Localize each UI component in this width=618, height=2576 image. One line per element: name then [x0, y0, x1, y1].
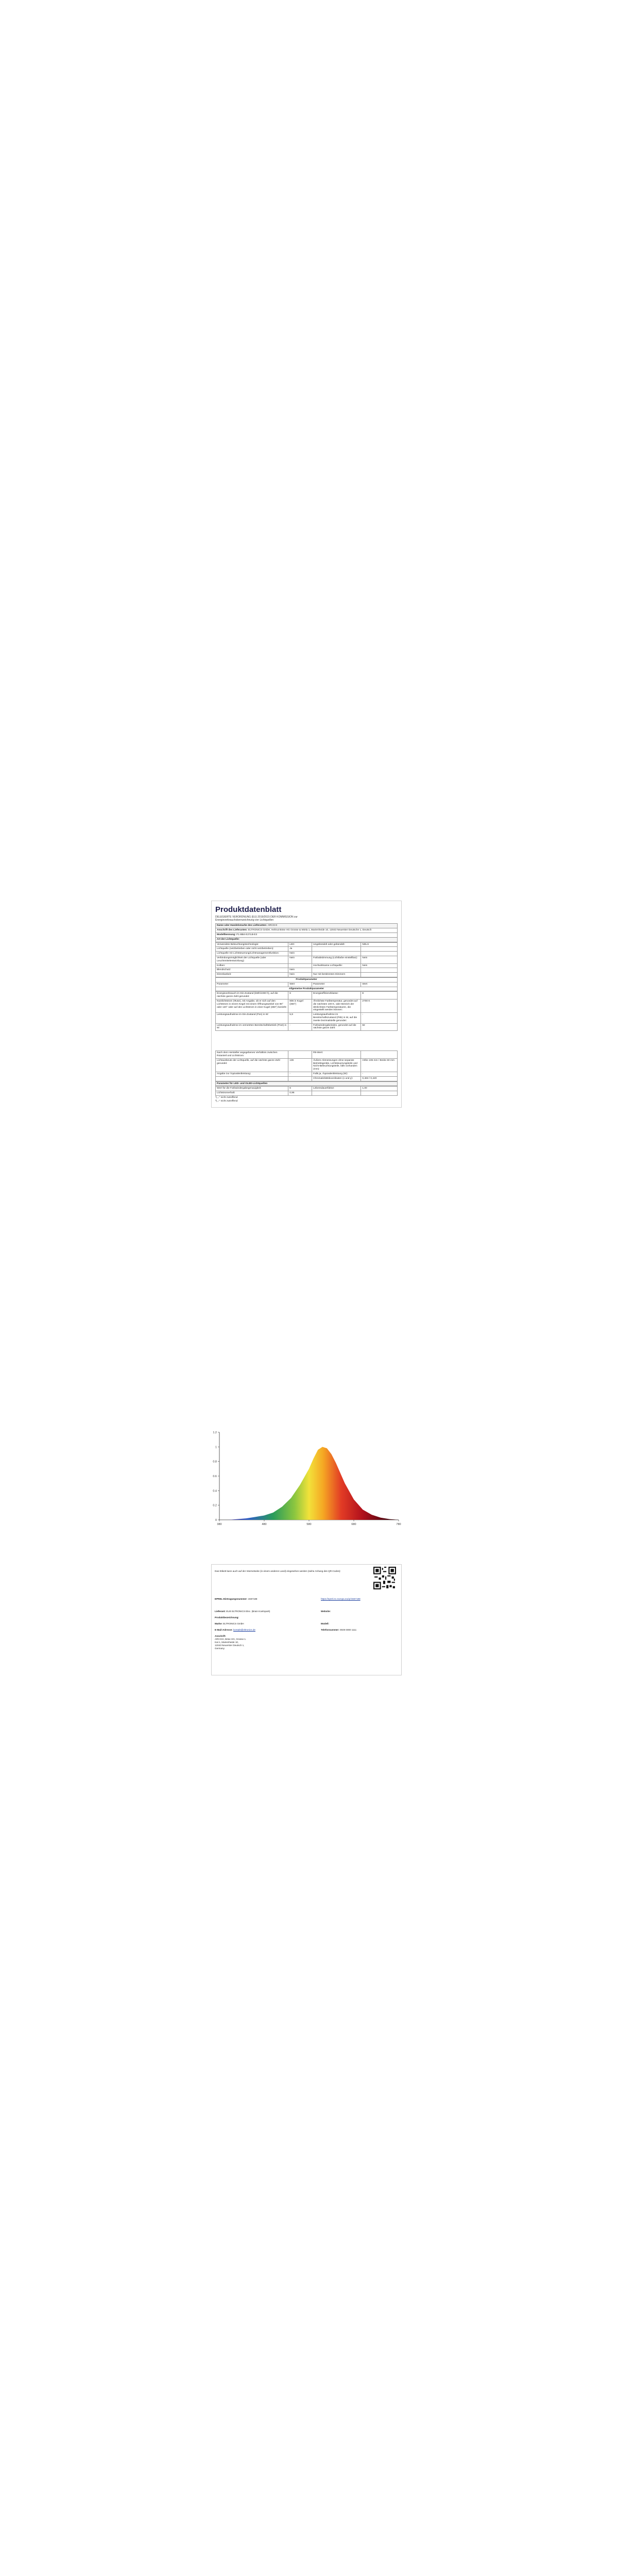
table-cell: Blendschutz: [216, 968, 288, 973]
general-params-label: Allgemeine Produktparameter [216, 987, 398, 991]
table-row [216, 1076, 398, 1081]
table-cell: NDLS [361, 942, 398, 947]
anschrift-line-2: Kat 1, Marienheide 10, [215, 1641, 239, 1643]
table-cell: Nein [361, 956, 398, 963]
table-cell [312, 1091, 361, 1096]
table-cell: Nein [288, 956, 312, 963]
spectrum-area [219, 1447, 399, 1520]
table-cell: Lichtquelle mit Lichtsteuerung/Lichtmanagementfunktion: [216, 952, 288, 956]
x-tick-label: 580 [306, 1523, 312, 1526]
qr-code-icon [373, 1567, 396, 1589]
table-cell: E [361, 992, 398, 999]
model-label: Modellkennung: [217, 934, 236, 936]
qr-note: Das Etikett kann auch auf der Internetseite (in einem anderen Land) eingesehen werden (siehe Anhang des QR-Codes): [215, 1570, 341, 1572]
y-tick-label: 0 [215, 1519, 217, 1522]
y-tick-label: 0.2 [213, 1504, 217, 1507]
phone-line [321, 1629, 356, 1632]
address-label: Anschrift des Lieferanten: [217, 929, 248, 932]
table-row [216, 952, 398, 956]
table-cell [361, 1051, 398, 1059]
table-cell: Falls ja, Äquivalentleistung (W): [312, 1072, 361, 1076]
table-cell: Höhe 106 mm / Breite 60 mm [361, 1058, 398, 1072]
param-header-cell: Wert [361, 982, 398, 987]
table-cell: Dimmbarkeit: [216, 973, 288, 977]
table-cell: Farbabstimmung (Lichtfarbe einstellbar): [312, 956, 361, 963]
table-row [216, 992, 398, 999]
y-tick-label: 1.2 [213, 1431, 217, 1434]
table-cell: Lebensdauerfaktor: [312, 1087, 361, 1091]
table-cell: 82 [361, 1023, 398, 1031]
supplier-table [215, 923, 398, 942]
led-params-label: Parameter für LED- und OLED-Lichtquellen [216, 1081, 398, 1086]
table-cell: Hochwirksame Lichtquelle: [312, 963, 361, 968]
table-cell: Nein [288, 973, 312, 977]
phone-label: Telefonnummer: [321, 1629, 339, 1631]
led-params-row [216, 1081, 398, 1086]
table-row [216, 963, 398, 968]
table-cell: - [361, 1013, 398, 1023]
table-cell: 1,00 [361, 1087, 398, 1091]
eprel-info-page [211, 1564, 402, 1675]
supplier-row [216, 924, 398, 928]
marke-label: Marke: [215, 1622, 222, 1625]
table-cell: 806 in Kugel (360°) [288, 999, 312, 1012]
supplier-cell [216, 924, 398, 928]
param-header-table [215, 977, 398, 991]
eprel-value: 1557188 [248, 1598, 258, 1600]
table-row [216, 1051, 398, 1059]
table-cell: Verbindungsmöglichkeit der Lichtquelle (oder Leuchtmittelentwicklung): [216, 956, 288, 963]
table-cell [216, 1076, 288, 1081]
table-cell: Energieverbrauch im Ein-Zustand (kWh/1000 h), auf die nächste ganze Zahl gerundet: [216, 992, 288, 999]
table-cell: R9-Wert: [312, 1051, 361, 1059]
table-cell: Nach dem Hersteller angegebenes Verhältnis zwischen Rotanteil und Lichtstrom: [216, 1051, 288, 1059]
table-cell [312, 968, 361, 973]
table-cell: 136 [288, 1058, 312, 1072]
chart-plot-area [213, 1431, 401, 1526]
eprel-line [215, 1598, 257, 1601]
table-cell [361, 968, 398, 973]
model-value: P1-BB4-E27LB-E3 [236, 934, 258, 936]
x-tick-label: 680 [351, 1523, 356, 1526]
regulation-line-2: Energieverbrauchskennzeichnung von Lichtquellen [215, 919, 274, 922]
table-row [216, 956, 398, 963]
table-cell: Lichtquelle (netzbetrieben oder nicht netzbetrieben): [216, 947, 288, 952]
y-tick-label: 0.8 [213, 1460, 217, 1464]
modell-label: Modell: [321, 1622, 330, 1625]
table-cell [361, 973, 398, 977]
param-header-cell: Parameter [216, 982, 288, 987]
table-cell: Energieeffizienzklasse: [312, 992, 361, 999]
y-tick-label: 0.6 [213, 1475, 217, 1478]
anschrift-line-4: Germany [215, 1647, 225, 1650]
general-params-row [216, 987, 398, 991]
table-cell: 0,463 / 0,420 [361, 1076, 398, 1081]
table-row [216, 1013, 398, 1023]
led-params-table [215, 1086, 398, 1096]
page-break-gap [215, 1031, 398, 1050]
table-cell: Kolben: [216, 963, 288, 968]
table-row [216, 1091, 398, 1096]
table-cell: Ähnlichste Farbtemperatur, gerundet auf die nächsten 100 K, oder Bereich der ähnlichsten Farbtemperaturen, die eingestellt werden können: [312, 999, 361, 1012]
eprel-link[interactable]: https://eprel.ec.europa.eu/qr/1557188 [321, 1598, 360, 1600]
param-header-cell: Wert [288, 982, 312, 987]
table-cell: Wert für die Farbwiedergabegenauigkeit: [216, 1087, 288, 1091]
table-cell [312, 947, 361, 952]
table-cell: 2700 K [361, 999, 398, 1012]
table-cell: Verwendete Beleuchtungstechnologie: [216, 942, 288, 947]
table-row [216, 973, 398, 977]
table-cell [288, 1076, 312, 1081]
eprel-label: EPREL-Eintragungsnummer: [215, 1598, 248, 1600]
param-header-row [216, 982, 398, 987]
table-cell: Äußere Abmessungen ohne separate Betriebsgeräte, Lichtsteuerungsteile und Nicht-Beleuchtungsteile, falls vorhanden (mm): [312, 1058, 361, 1072]
table-cell: LED [288, 942, 312, 947]
model-cell [216, 933, 398, 938]
address-value: ELTRONICS GmbH, Helmut Böse HG Grosse & Wiela 1, Marienheide 10, 12043 Neuerster Deutsche 1, Deutsch [248, 929, 372, 932]
table-cell: Lichtstromerhalt: [216, 1091, 288, 1096]
general-params-table [215, 991, 398, 1031]
lamp-type-table [215, 942, 398, 977]
y-tick-label: 0.4 [213, 1489, 217, 1493]
table-row [216, 942, 398, 947]
table-cell: Nein [361, 963, 398, 968]
table-cell: Ungebündelt oder gebündelt: [312, 942, 361, 947]
address-cell [216, 928, 398, 933]
table-cell: Ja [288, 947, 312, 952]
datasheet-title: Produktdatenblatt [215, 905, 282, 914]
table-cell: Leistungsaufnahme im vernetzten Bereitschaftsbetrieb (Pnet) in W: [216, 1023, 288, 1031]
x-tick-label: 780 [396, 1523, 401, 1526]
table-cell: 6 [288, 1087, 312, 1091]
table-cell: Nutzlichtstrom (Φuse), mit Angabe, ob er sich auf den Lichtstrom in einem Kegel mit einem Öffnungswinkel von 90° oder 120° oder auf den Lichtstrom in einer Kugel (360°) bezieht: [216, 999, 288, 1012]
table-row [216, 1023, 398, 1031]
regulation-line-1: DELEGIERTE VERORDNUNG (EU) 2019/2015 DER KOMMISSION zur [215, 916, 298, 919]
table-cell: 6 [288, 992, 312, 999]
website-label: Website: [321, 1610, 331, 1613]
led-params-header-table [215, 1081, 398, 1087]
email-line [215, 1629, 255, 1632]
table-cell [312, 952, 361, 956]
lieferant-value: EUE ELTRONICS Elec. (Brain Koelnpark) [226, 1610, 270, 1613]
lieferant-line [215, 1610, 270, 1613]
phone-value: 0049 0000 1111 [339, 1629, 357, 1631]
spectrum-chart [211, 1428, 403, 1531]
table-row [216, 1058, 398, 1072]
table-cell [361, 947, 398, 952]
email-link[interactable]: kontakt@eltronics.de [233, 1629, 255, 1631]
footnote-1: ¹) „-“ nicht zutreffend [215, 1096, 238, 1099]
product-label: Produktbezeichnung: [215, 1616, 239, 1619]
table-cell [288, 1051, 312, 1059]
supplier-label: Name oder Handelsmarke des Lieferanten: [217, 924, 267, 927]
x-tick-label: 380 [217, 1523, 222, 1526]
table-cell: 5,9 [288, 1013, 312, 1023]
model-row [216, 933, 398, 938]
address-row [216, 928, 398, 933]
table-cell: 0,96 [288, 1091, 312, 1096]
product-datasheet-page [211, 901, 402, 1108]
anschrift-label: Anschrift: [215, 1635, 226, 1637]
marke-value: ELTRONICS GmbH [223, 1622, 244, 1625]
table-cell: Nein [288, 952, 312, 956]
footnote-2: ²) „-“ nicht zutreffend [215, 1099, 238, 1103]
anschrift-line-3: 12043 Neuerster Deutsch 1, [215, 1644, 245, 1647]
table-cell: Chromatizitätskoordinaten (x und y): [312, 1076, 361, 1081]
anschrift-line-1: ARCCHI, Böse HG, Grosse 1. [215, 1638, 247, 1640]
spectrum-chart-svg [211, 1428, 403, 1531]
y-tick-label: 1 [215, 1446, 217, 1449]
table-cell: Leistungsaufnahme im Bereitschaftszustand (Psb) in W, auf die zweite Dezimalstelle gerundet: [312, 1013, 361, 1023]
table-row [216, 1072, 398, 1076]
supplier-value: ARCCHI [267, 924, 278, 927]
table-row [216, 1087, 398, 1091]
lieferant-label: Lieferant: [215, 1610, 226, 1613]
table-cell: - [288, 1023, 312, 1031]
product-params-label: Produktparameter [216, 977, 398, 982]
lamp-type-row [216, 937, 398, 942]
table-cell: - [361, 1072, 398, 1076]
x-tick-label: 480 [262, 1523, 267, 1526]
lamp-type-label: Art der Lichtquelle: [216, 937, 398, 942]
table-cell: Leistungsaufnahme im Ein-Zustand (Pon) in W: [216, 1013, 288, 1023]
param-header-cell: Parameter [312, 982, 361, 987]
table-cell: Nein [288, 968, 312, 973]
table-cell [288, 963, 312, 968]
table-row [216, 968, 398, 973]
table-cell: Farbwiedergabeindex, gerundet auf die nächste ganze Zahl: [312, 1023, 361, 1031]
table-cell [361, 1091, 398, 1096]
table-row [216, 999, 398, 1012]
table-cell [361, 952, 398, 956]
table-row [216, 947, 398, 952]
table-cell: Angabe zur Äquivalentleistung: [216, 1072, 288, 1076]
marke-line [215, 1622, 244, 1625]
table-cell: Nur mit bestimmten Dimmern [312, 973, 361, 977]
email-label: E-Mail-Adresse: [215, 1629, 233, 1631]
table-cell: - [288, 1072, 312, 1076]
table-cell: Lichtausbeute der Lichtquelle, auf die nächste ganze Zahl gerundet: [216, 1058, 288, 1072]
general-params-table-continued [215, 1050, 398, 1081]
product-params-row [216, 977, 398, 982]
